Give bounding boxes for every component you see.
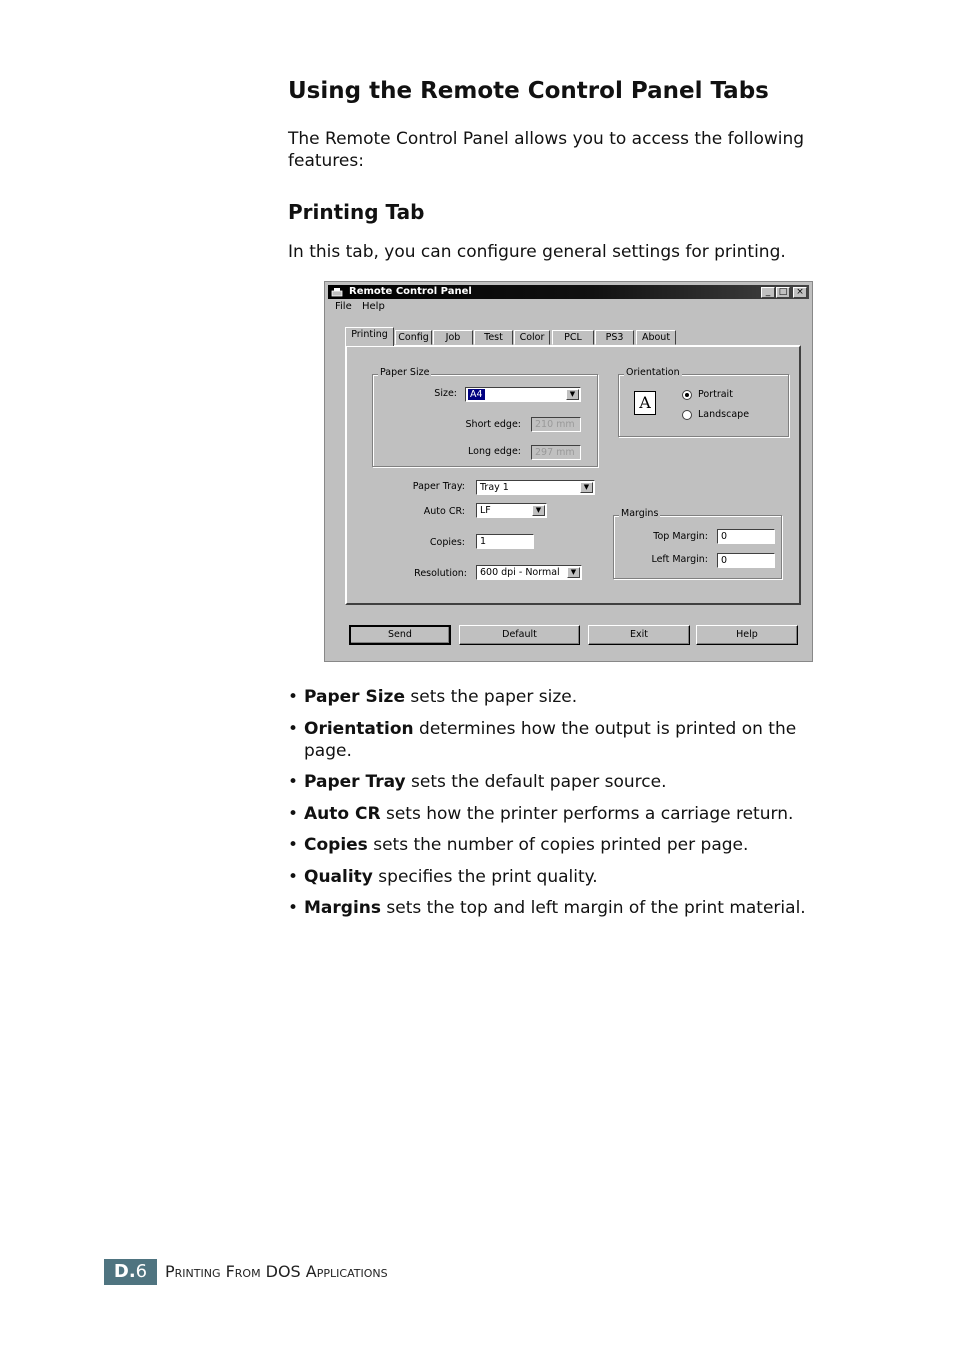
bullet-text: specifies the print quality. (372, 866, 598, 887)
copies-input[interactable]: 1 (476, 534, 534, 549)
bullet-term: Paper Size (304, 687, 405, 707)
tab-printing[interactable]: Printing (345, 327, 394, 346)
tab-config[interactable]: Config (395, 330, 432, 345)
long-edge-field: 297 mm (531, 445, 581, 460)
page-number: 6 (135, 1261, 148, 1282)
size-label: Size: (434, 388, 457, 399)
window-title: Remote Control Panel (349, 286, 472, 297)
resolution-value: 600 dpi - Normal (480, 567, 560, 578)
chapter-title: Printing From DOS Applications (165, 1262, 388, 1281)
size-select[interactable] (465, 387, 581, 402)
portrait-radio[interactable] (682, 390, 692, 400)
tab-ps3[interactable]: PS3 (595, 330, 634, 345)
dropdown-arrow-icon[interactable]: ▼ (532, 505, 545, 516)
short-edge-label: Short edge: (465, 419, 521, 430)
auto-cr-value: LF (480, 505, 491, 516)
help-button[interactable]: Help (696, 625, 798, 645)
list-item: • Copies sets the number of copies printed per page. (288, 835, 749, 855)
auto-cr-label: Auto CR: (423, 506, 465, 517)
minimize-button[interactable]: _ (761, 287, 775, 298)
default-button[interactable]: Default (459, 625, 580, 645)
dropdown-arrow-icon[interactable]: ▼ (567, 567, 580, 578)
paper-size-group-label: Paper Size (380, 367, 430, 378)
bullet-text: sets the paper size. (404, 687, 578, 707)
exit-button[interactable]: Exit (588, 625, 690, 645)
list-item: • Paper Tray sets the default paper source. (288, 772, 667, 792)
close-button[interactable]: × (793, 287, 807, 298)
tab-job[interactable]: Job (433, 330, 473, 345)
left-margin-label: Left Margin: (651, 554, 708, 565)
section-letter: D. (113, 1261, 136, 1282)
orientation-group-label: Orientation (626, 367, 680, 378)
bullet-text: sets the default paper source. (405, 772, 667, 792)
printer-icon (331, 287, 343, 297)
paper-tray-value: Tray 1 (480, 482, 509, 493)
portrait-preview-icon: A (634, 391, 656, 415)
top-margin-input[interactable]: 0 (717, 529, 775, 544)
menu-help[interactable]: Help (362, 301, 385, 312)
bullet-term: Copies (304, 835, 368, 855)
page-number-badge (104, 1259, 157, 1285)
bullet-text: sets the number of copies printed per page. (367, 835, 749, 855)
paper-tray-select[interactable] (476, 480, 595, 495)
margins-group-label: Margins (621, 508, 659, 519)
tab-color[interactable]: Color (514, 330, 550, 345)
bullet-term: Paper Tray (304, 772, 406, 792)
feature-list (288, 686, 838, 929)
send-button[interactable]: Send (349, 625, 451, 645)
list-item: • Quality specifies the print quality. (288, 866, 598, 887)
dropdown-arrow-icon[interactable]: ▼ (566, 389, 579, 400)
remote-control-panel-window (324, 281, 813, 662)
margins-group (613, 515, 782, 579)
list-item: • Paper Size sets the paper size. (288, 687, 578, 707)
tab-pcl[interactable]: PCL (552, 330, 594, 345)
section-heading: Printing Tab (288, 200, 425, 224)
auto-cr-select[interactable] (476, 503, 547, 518)
portrait-label[interactable]: Portrait (698, 389, 733, 400)
top-margin-label: Top Margin: (653, 531, 708, 542)
list-item: • Auto CR sets how the printer performs a carriage return. (288, 803, 794, 824)
long-edge-label: Long edge: (468, 446, 521, 457)
resolution-select[interactable] (476, 565, 582, 580)
list-item: • Orientation determines how the output is printed on the page. (288, 718, 797, 761)
landscape-label[interactable]: Landscape (698, 409, 750, 420)
size-value: A4 (470, 389, 483, 400)
bullet-text: sets the top and left margin of the print material. (381, 898, 806, 918)
dropdown-arrow-icon[interactable]: ▼ (580, 482, 593, 493)
bullet-term: Quality (304, 866, 373, 887)
tab-description: In this tab, you can configure general settings for printing. (288, 242, 786, 262)
tab-about[interactable]: About (636, 330, 676, 345)
maximize-button[interactable]: □ (776, 287, 790, 298)
bullet-text: determines how the output is printed on the page. (304, 718, 797, 761)
bullet-term: Orientation (304, 718, 414, 739)
intro-paragraph: The Remote Control Panel allows you to access the following features: (288, 129, 805, 171)
left-margin-input[interactable]: 0 (717, 553, 775, 568)
page-title: Using the Remote Control Panel Tabs (288, 78, 769, 104)
title-bar (328, 285, 809, 299)
short-edge-field: 210 mm (531, 417, 581, 432)
menu-file[interactable]: File (335, 301, 352, 312)
paper-tray-label: Paper Tray: (412, 481, 465, 492)
copies-label: Copies: (429, 537, 465, 548)
resolution-label: Resolution: (414, 568, 467, 579)
bullet-term: Auto CR (304, 803, 381, 824)
landscape-radio[interactable] (682, 410, 692, 420)
list-item: • Margins sets the top and left margin of the print material. (288, 898, 806, 918)
tab-test[interactable]: Test (474, 330, 513, 345)
bullet-text: sets how the printer performs a carriage return. (380, 803, 794, 824)
bullet-term: Margins (304, 898, 381, 918)
